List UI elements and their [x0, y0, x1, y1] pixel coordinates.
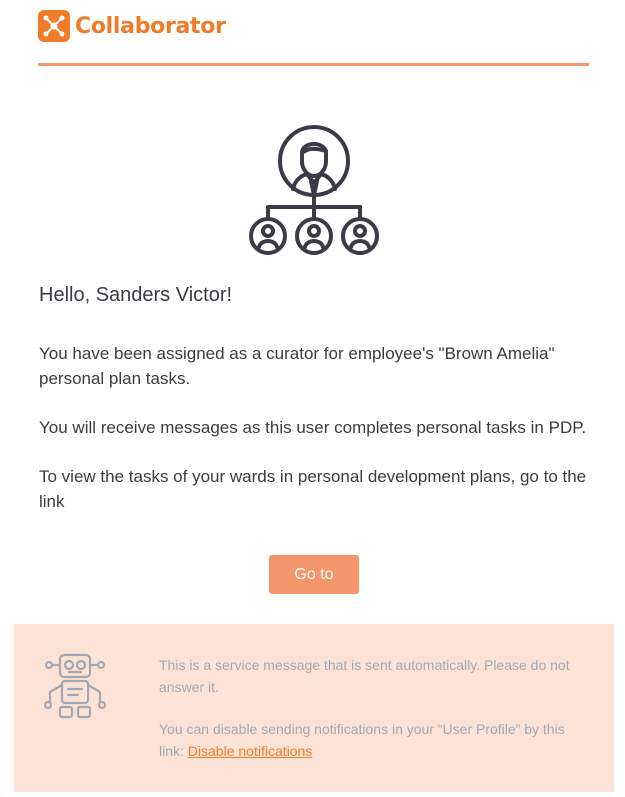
footer-text — [159, 654, 584, 782]
logo-text: Collaborator — [75, 13, 226, 39]
assignment-paragraph: You have been assigned as a curator for employee's "Brown Amelia" personal plan tasks. — [39, 344, 555, 388]
go-to-button[interactable]: Go to — [269, 555, 359, 594]
email-header — [38, 8, 589, 68]
message-body — [39, 282, 599, 538]
greeting-text: Hello, Sanders Victor! — [39, 284, 233, 306]
logo-network-icon — [38, 10, 70, 42]
notification-paragraph: You will receive messages as this user completes personal tasks in PDP. — [39, 418, 587, 437]
org-structure-icon — [247, 125, 381, 257]
disable-info — [159, 718, 584, 762]
service-footer — [14, 624, 614, 792]
disable-prefix: You can disable sending notifications in your “User Profile” by this link: — [159, 721, 565, 759]
collaborator-logo[interactable] — [38, 8, 226, 44]
service-notice: This is a service message that is sent automatically. Please do not answer it. — [159, 657, 570, 695]
link-instruction-paragraph: To view the tasks of your wards in personal development plans, go to the link — [39, 467, 587, 511]
robot-icon — [42, 652, 108, 720]
disable-notifications-link[interactable]: Disable notifications — [187, 743, 313, 759]
header-divider — [38, 63, 589, 66]
